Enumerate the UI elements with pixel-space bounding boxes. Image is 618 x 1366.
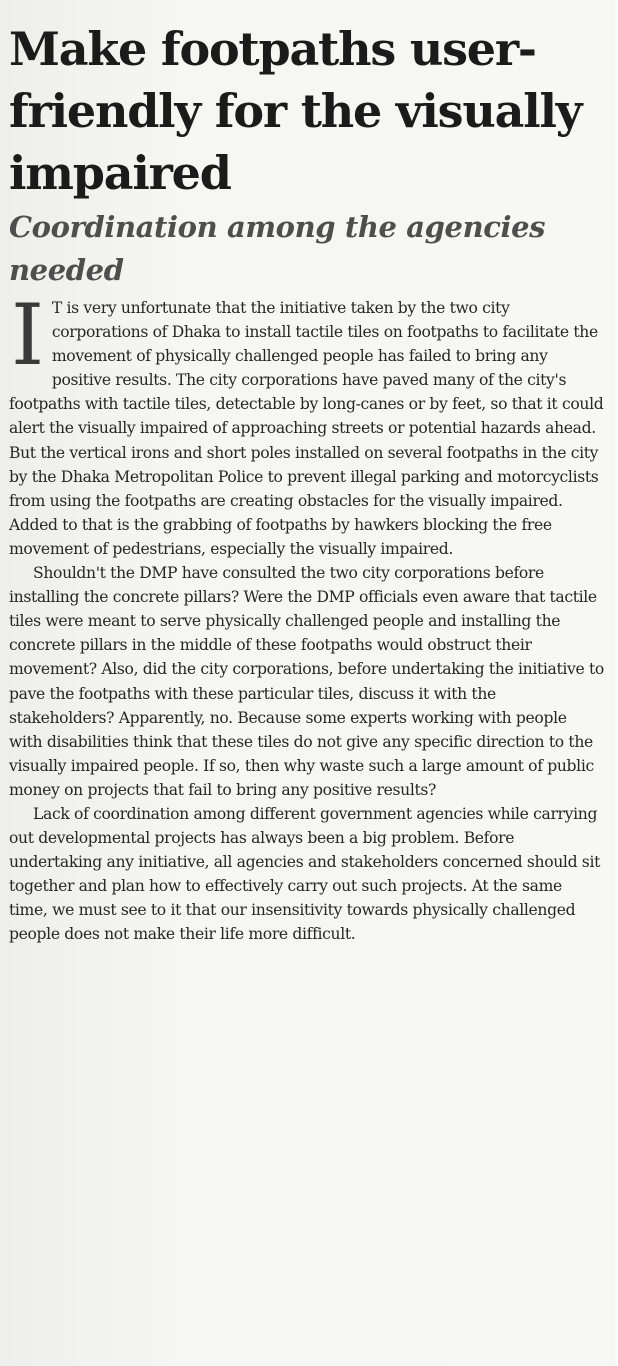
subheadline: Coordination among the agencies needed — [9, 210, 546, 287]
paragraph-2: Shouldn't the DMP have consulted the two city corporations before installing the concrete pillars? Were the DMP officials even aware that tactile tiles were meant to serve physically challenged people and installing the concrete pillars in the middle of these footpaths would obstruct their movement? Also, did the city corporations, before undertaking the initiative to pave the footpaths with these particular tiles, discuss it with the stakeholders? Apparently, no. Because some experts working with people with disabilities think that these tiles do not give any specific direction to the visually impaired people. If so, then why waste such a large amount of public money on projects that fail to bring any positive results? — [9, 564, 604, 799]
headline: Make footpaths user-friendly for the visually impaired — [9, 22, 582, 200]
paragraph-3: Lack of coordination among different government agencies while carrying out developmental projects has always been a big problem. Before undertaking any initiative, all agencies and stakeholders concerned should sit together and plan how to effectively carry out such projects. At the same time, we must see to it that our insensitivity towards physically challenged people does not make their life more difficult. — [9, 804, 601, 944]
paragraph-1-text: T is very unfortunate that the initiative taken by the two city corporations of Dhaka to install tactile tiles on footpaths to facilitate the movement of physically challenged people has failed to bring any positive results. The city corporations have paved many of the city's footpaths with tactile tiles, detectable by long-canes or by feet, so that it could alert the visually impaired of approaching streets or potential hazards ahead. But the vertical irons and short poles installed on several footpaths in the city by the Dhaka Metropolitan Police to prevent illegal parking and motorcyclists from using the footpaths are creating obstacles for the visually impaired. Added to that is the grabbing of footpaths by hawkers blocking the free movement of pedestrians, especially the visually impaired. — [9, 299, 604, 558]
drop-cap: I — [11, 286, 44, 384]
article-body — [9, 286, 604, 947]
paragraph-1 — [9, 286, 604, 561]
page-edge — [612, 0, 618, 1366]
